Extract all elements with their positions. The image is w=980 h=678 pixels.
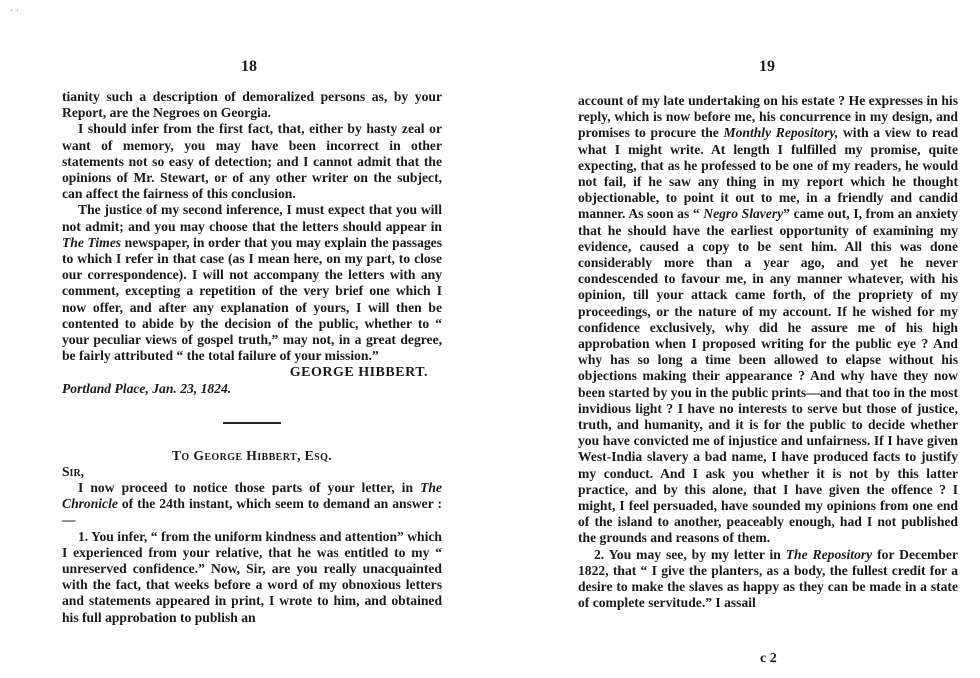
right-page-body	[578, 93, 958, 612]
text-run: for December 1822, that “ I give the planters, as a body, the fullest credit for a desire to make the slaves as happy as they can be made in a state of complete servitude.” I assail	[578, 546, 959, 611]
italic-title: The Chronicle	[62, 480, 442, 512]
paper-specks: · ·	[10, 6, 20, 17]
dateline: Portland Place, Jan. 23, 1824.	[62, 381, 232, 397]
salutation: Sir,	[62, 463, 85, 479]
paragraph: tianity such a description of demoralized persons as, by your Report, are the Negroes on Georgia.	[62, 89, 442, 121]
letter-addressee: To George Hibbert, Esq.	[171, 447, 333, 463]
italic-title: The Times	[62, 234, 122, 250]
text-run: with a view to read what I might write. At length I fulfilled my promise, quite expecting, that as he professed to be one of my readers, he would not fail, if he saw any thing in my report which he thought objectionable, to point it out to me, in a friendly and candid manner. As soon as “	[578, 125, 958, 222]
left-page-body	[62, 89, 442, 626]
paragraph	[578, 547, 958, 612]
page-number-left: 18	[241, 58, 257, 75]
paragraph: I should infer from the first fact, that, either by hasty zeal or want of memory, you may have been incorrect in other statements not so easy of detection; and I cannot admit that the opinions of Mr. Stewart, or of any other writer on the subject, can affect the fairness of this conclusion.	[62, 121, 442, 202]
text-run: newspaper, in order that you may explain the passages to which I refer in that case (as I mean here, on my part, to close our correspondence). I will not accompany the letters with any comment, excepting a repetition of the very brief one which I now offer, and after any explanation of yours, I will then be contented to abide by the decision of the public, whether to “ your peculiar views of gospel truth,” may not, in a great degree, be fairly attributed “ the total failure of your mission.”	[62, 234, 442, 364]
italic-title: The Repository	[785, 546, 873, 562]
page-number-right: 19	[759, 58, 775, 75]
paragraph	[62, 480, 442, 529]
paragraph	[578, 93, 958, 547]
paragraph: 1. You infer, “ from the uniform kindness and attention” which I experienced from your relative, that he was entitled to my “ unreserved confidence.” Now, Sir, are you really unacquainted with the fact, that weeks before a word of my obnoxious letters and statements appeared in print, I wrote to him, and obtained his full approbation to publish an	[62, 528, 442, 625]
signature-mark: c 2	[760, 651, 777, 666]
text-run: I now proceed to notice those parts of your letter, in	[78, 480, 421, 496]
text-run: of the 24th instant, which seem to demand an answer :—	[62, 496, 442, 528]
right-page	[490, 0, 980, 678]
signature: GEORGE HIBBERT.	[289, 365, 428, 381]
italic-title: Negro Slavery	[703, 206, 784, 222]
section-divider	[223, 422, 281, 424]
text-run: 2. You may see, by my letter in	[594, 546, 786, 562]
text-run: account of my late undertaking on his estate ? He expresses in his reply, which is now before me, his concurrence in my design, and promises to procure the	[578, 93, 958, 141]
paragraph	[62, 202, 442, 364]
italic-title: Monthly Repository,	[723, 125, 839, 141]
text-run: The justice of my second inference, I must expect that you will not admit; and you may choose that the letters should appear in	[62, 202, 442, 234]
text-run: ” came out, I, from an anxiety that he should have the earliest opportunity of examining my evidence, caused a copy to be sent him. All this was done considerably more than a year ago, and yet he never condescended to favour me, in any manner whatever, with his opinion, till your attack came forth, of the propriety of my proceedings, or the nature of my account. If he wished for my confidence exclusively, why did he assure me of his high approbation when I proposed writing for the public eye ? And why has so long a time been allowed to elapse without his objections making their appearance ? And why have they now been started by you in the public prints—and that too in the most invidious light ? I have no interests to serve but those of justice, truth, and humanity, and it is for the public to decide whether you have convicted me of injustice and unfairness. If I have given West-India slavery a bad name, I have produced facts to justify my conduct. And I ask you whether it is not by this latter practice, and by this alone, that I have given the offence ? I might, I feel persuaded, have sounded my opinions from one end of the island to another, peaceably enough, had I not published the grounds and reasons of them.	[578, 206, 958, 546]
